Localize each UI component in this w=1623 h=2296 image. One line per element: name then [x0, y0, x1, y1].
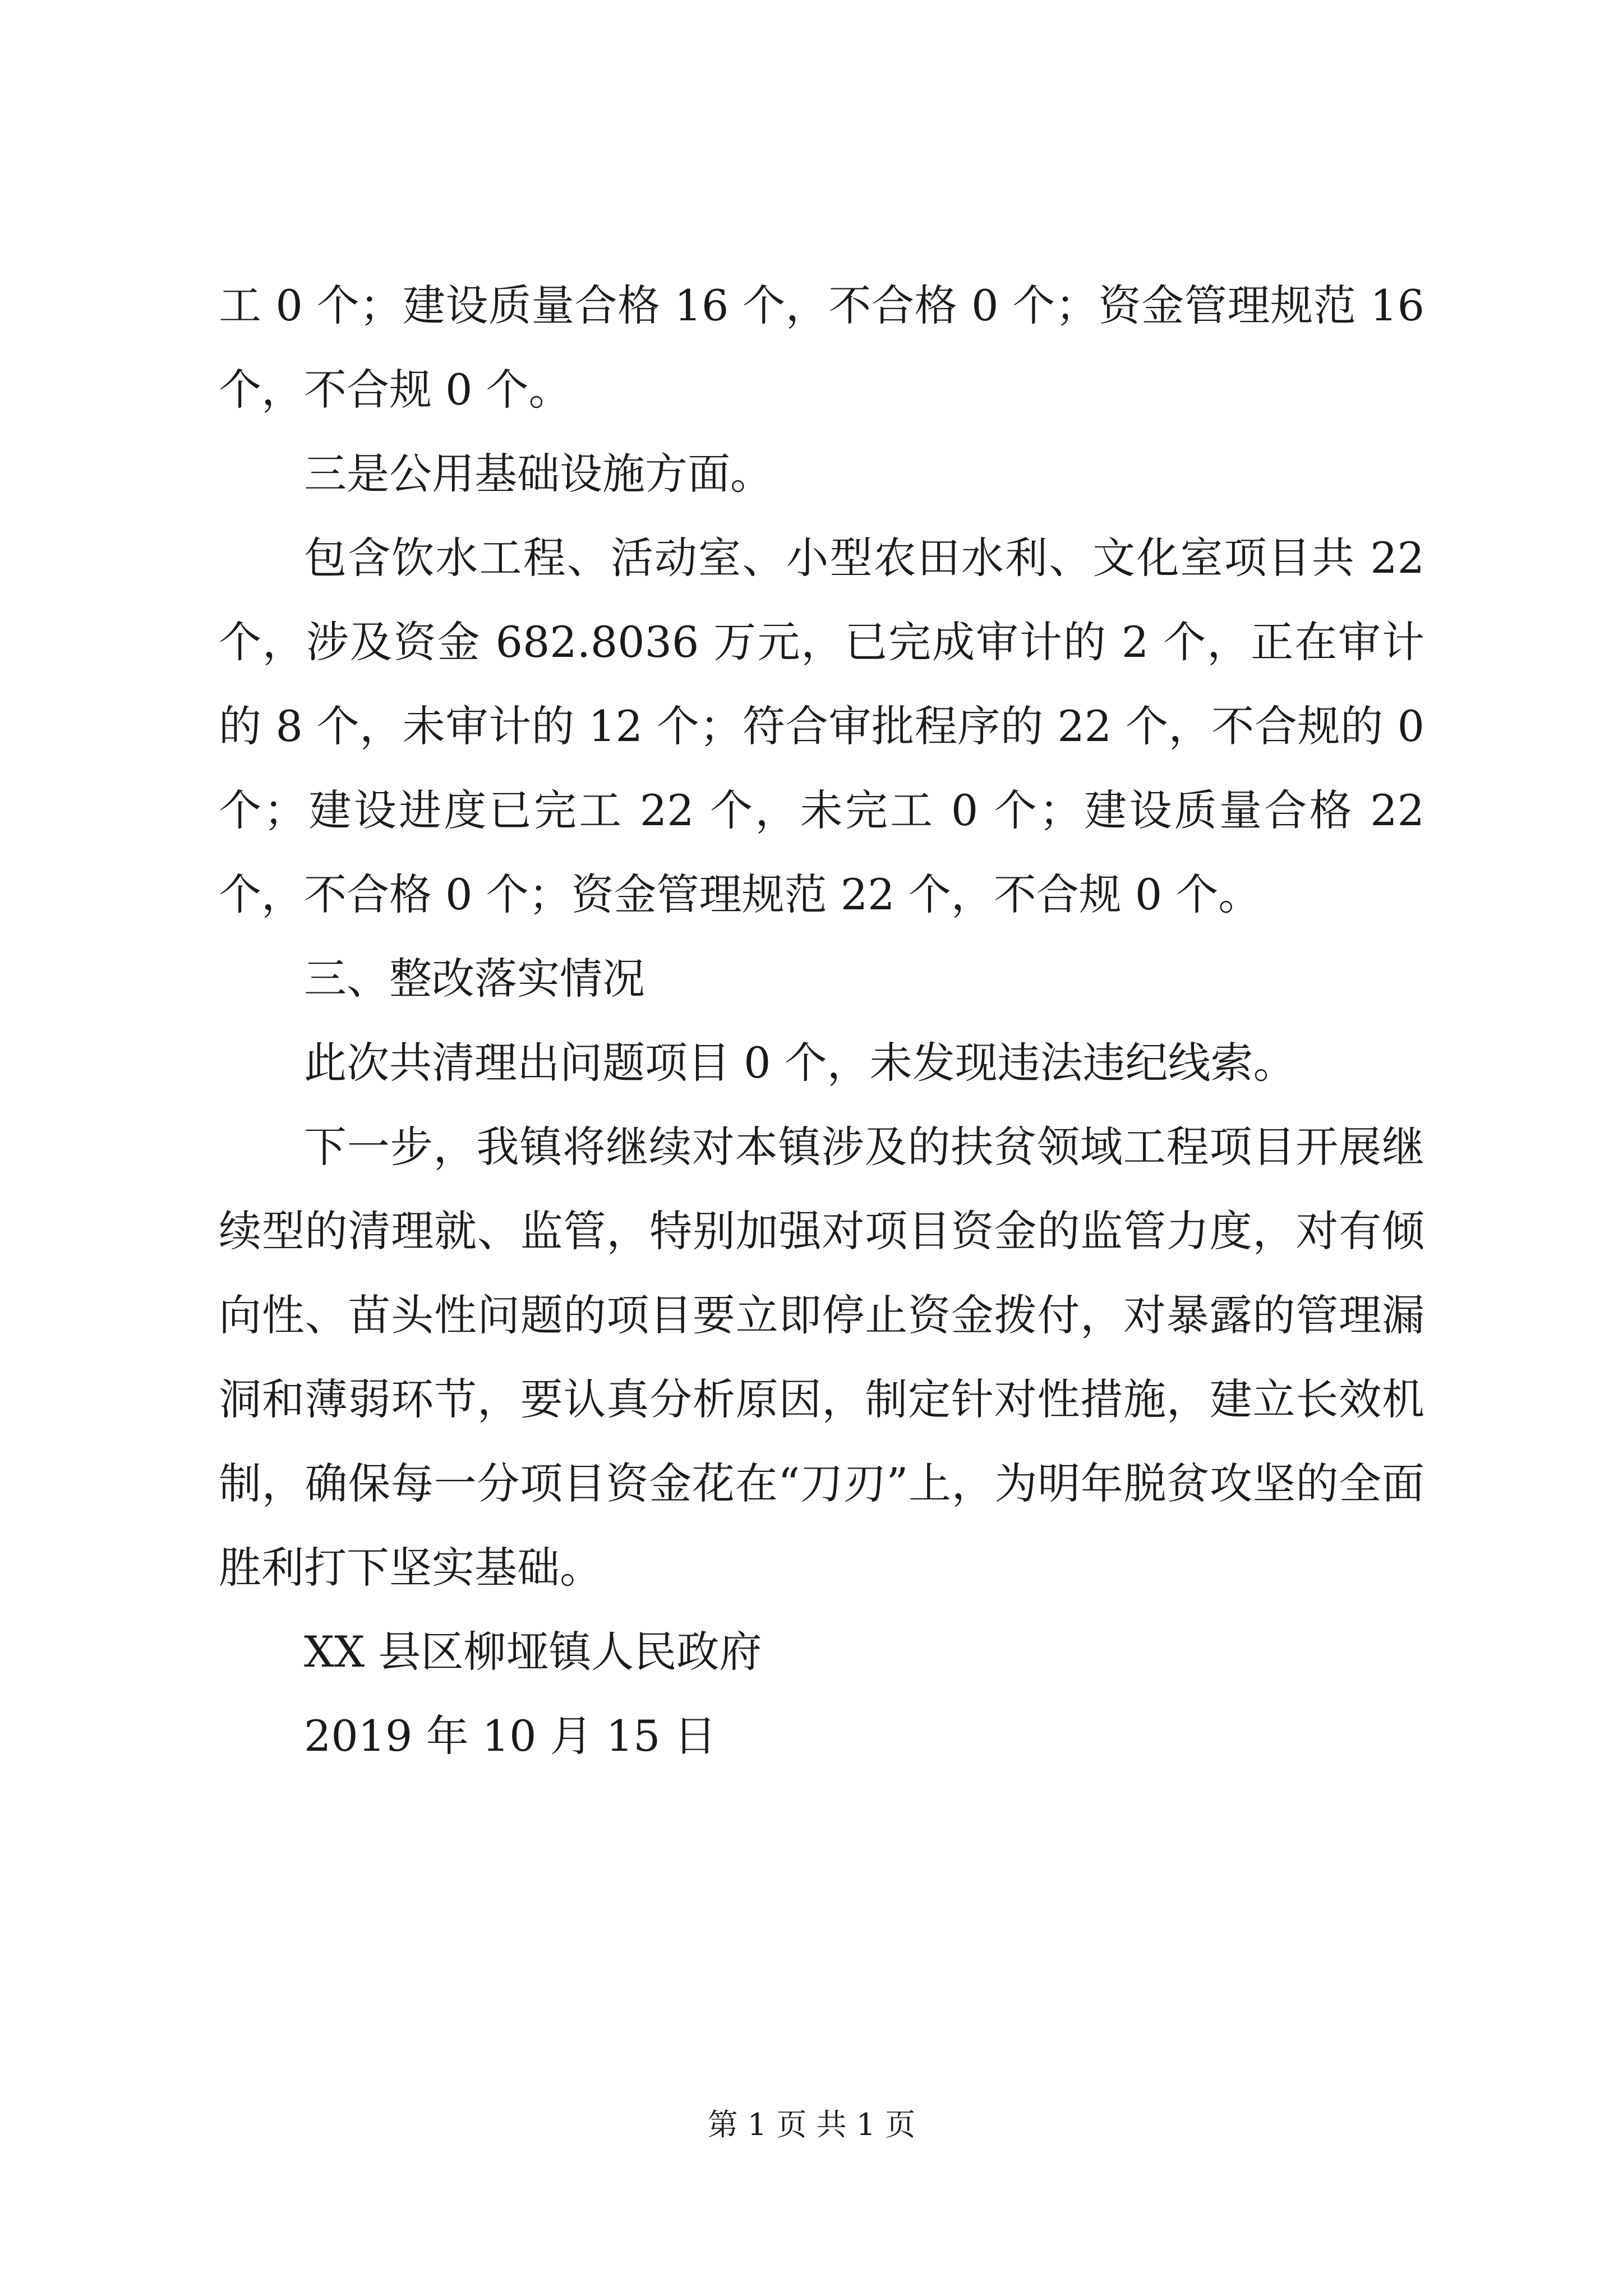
paragraph-continuation: 工 0 个；建设质量合格 16 个，不合格 0 个；资金管理规范 16 个，不合规 0 个。 [219, 280, 1424, 415]
document-body [219, 264, 1424, 1778]
section-heading-rectification: 三、整改落实情况 [304, 954, 645, 1004]
page-footer: 第 1 页 共 1 页 [707, 2107, 916, 2142]
paragraph-cleanup-result: 此次共清理出问题项目 0 个，未发现违法违纪线索。 [304, 1038, 1296, 1088]
signature-date: 2019 年 10 月 15 日 [304, 1711, 717, 1761]
paragraph-heading-public-infrastructure: 三是公用基础设施方面。 [304, 449, 773, 499]
signature-organization: XX 县区柳垭镇人民政府 [304, 1627, 762, 1677]
paragraph-infrastructure-details: 包含饮水工程、活动室、小型农田水利、文化室项目共 22 个，涉及资金 682.8036 万元，已完成审计的 2 个，正在审计的 8 个，未审计的 12 个；符合审批程序的 22 个，不合规的 0 个；建设进度已完工 22 个，未完工 0 个；建设质量合格 22 个，不合格 0 个；资金管理规范 22 个，不合规 0 个。 [219, 533, 1424, 919]
paragraph-next-steps: 下一步，我镇将继续对本镇涉及的扶贫领域工程项目开展继续型的清理就、监管，特别加强对项目资金的监管力度，对有倾向性、苗头性问题的项目要立即停止资金拨付，对暴露的管理漏洞和薄弱环节，要认真分析原因，制定针对性措施，建立长效机制，确保每一分项目资金花在“刀刃”上，为明年脱贫攻坚的全面胜利打下坚实基础。 [219, 1122, 1424, 1593]
